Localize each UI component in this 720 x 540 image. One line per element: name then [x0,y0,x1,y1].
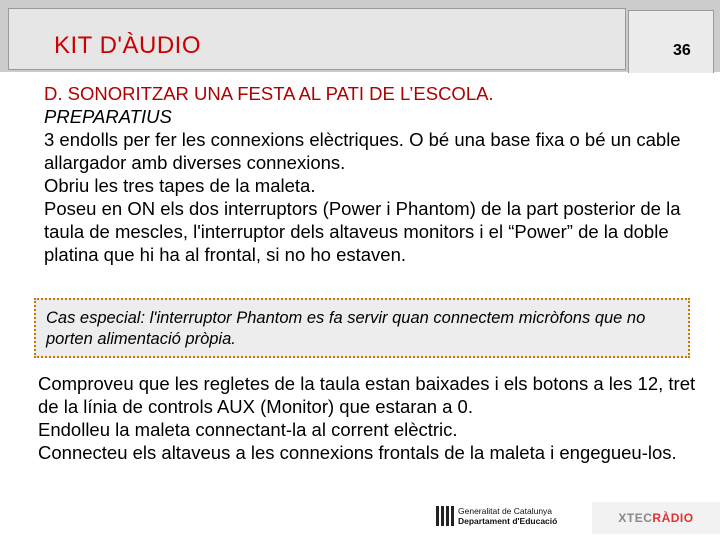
xtec-suffix: RÀDIO [652,511,694,525]
generalitat-logo [436,506,557,526]
department-name: Departament d'Educació [458,516,558,526]
paragraph: 3 endolls per fer les connexions elèctriques. O bé una base fixa o bé un cable allargador amb diverses connexions. [44,129,681,173]
instructions-content [38,372,704,464]
xtec-prefix: XTEC [618,511,653,525]
page-number-panel [628,10,714,73]
paragraph: Connecteu els altaveus a les connexions frontals de la maleta i engegueu-los. [38,442,677,463]
generalitat-name: Generalitat de Catalunya [458,506,553,516]
main-content [44,82,700,266]
special-case-callout [34,298,690,358]
xtec-radio-logo [592,502,720,534]
subheading: PREPARATIUS [44,106,172,127]
page-title: KIT D'ÀUDIO [54,32,201,59]
paragraph: Poseu en ON els dos interruptors (Power i Phantom) de la part posterior de la taula de mescles, l'interruptor dels altaveus monitors i el “Power” de la doble platina que hi ha al frontal, si no ho estaven. [44,198,681,265]
paragraph: Endolleu la maleta connectant-la al corrent elèctric. [38,419,458,440]
page-number: 36 [673,42,691,59]
generalitat-emblem-icon [436,506,454,526]
section-heading: D. SONORITZAR UNA FESTA AL PATI DE L’ESCOLA. [44,83,494,104]
paragraph: Comproveu que les regletes de la taula estan baixades i els botons a les 12, tret de la línia de controls AUX (Monitor) que estaran a 0. [38,373,696,417]
paragraph: Obriu les tres tapes de la maleta. [44,175,316,196]
callout-text: Cas especial: l'interruptor Phantom es fa servir quan connectem micròfons que no porten alimentació pròpia. [46,309,646,348]
